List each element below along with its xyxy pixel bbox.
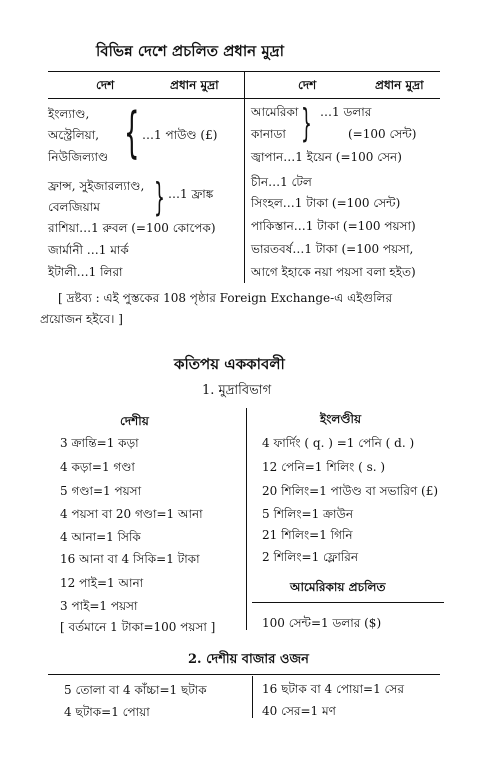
section2-right-row: 16 ছটাক বা 4 পোয়া=1 সের — [262, 682, 404, 696]
brace-group-dollar: } — [301, 101, 312, 145]
value-dollar-note: (=100 সেন্ট) — [348, 127, 417, 141]
value-franc: …1 ফ্রাঙ্ক — [168, 187, 214, 201]
section1-left-header: দেশীয় — [120, 414, 149, 428]
section1-right-row: 21 শিলিং=1 গিনি — [262, 528, 353, 542]
row-india-note: আগে ইহাকে নয়া পয়সা বলা হইত) — [251, 265, 416, 279]
header-country-left: দেশ — [96, 78, 115, 92]
section2-heading: 2. দেশীয় বাজার ওজন — [188, 652, 309, 667]
units-title: কতিপয় এককাবলী — [174, 355, 285, 373]
section1-left-row: 3 ক্রান্তি=1 কড়া — [60, 436, 139, 450]
row-japan: জ্বাপান…1 ইয়েন (=100 সেন) — [251, 150, 402, 164]
header-currency-right: প্রধান মুদ্রা — [375, 78, 424, 92]
row-ceylon: সিংহল…1 টাকা (=100 সেন্ট) — [251, 196, 401, 210]
header-currency-left: প্রধান মুদ্রা — [170, 78, 219, 92]
section2-left-row: 5 তোলা বা 4 কাঁচ্চা=1 ছটাক — [64, 683, 207, 697]
section2-divider — [252, 676, 253, 718]
brace-group-franc: } — [154, 175, 165, 219]
section1-heading: 1. মুদ্রাবিভাগ — [202, 383, 272, 398]
section2-rule — [48, 674, 440, 675]
country-france-switzerland: ফ্রান্স, সুইজারল্যাণ্ড, — [48, 179, 145, 193]
section1-divider — [246, 408, 247, 630]
value-dollar: …1 ডলার — [320, 105, 372, 119]
brace-group-pound: { — [124, 101, 140, 164]
country-england: ইংল্যাণ্ড, — [48, 107, 90, 121]
country-australia: অস্ট্রেলিয়া, — [48, 128, 100, 142]
note-line-2: প্রয়োজন হইবে। ] — [40, 312, 123, 326]
section1-right-row: 20 শিলিং=1 পাউণ্ড বা সভারিণ (£) — [262, 484, 439, 498]
country-belgium: বেলজিয়াম — [48, 200, 100, 214]
row-italy: ইটালী…1 লিরা — [48, 265, 123, 279]
section1-left-row: [ বর্তমানে 1 টাকা=100 পয়সা ] — [60, 620, 216, 634]
american-header-rule — [252, 602, 444, 603]
section2-right-row: 40 সের=1 মণ — [262, 704, 336, 718]
american-header: আমেরিকায় প্রচলিত — [290, 580, 386, 594]
section1-right-row: 4 ফার্দিং ( q. ) =1 পেনি ( d. ) — [262, 436, 415, 450]
section1-left-row: 3 পাই=1 পয়সা — [60, 599, 138, 613]
section2-left-row: 4 ছটাক=1 পোয়া — [64, 705, 150, 719]
section1-left-row: 4 আনা=1 সিকি — [60, 530, 141, 544]
section1-right-row: 12 পেনি=1 শিলিং ( s. ) — [262, 460, 386, 474]
row-china: চীন…1 টেল — [251, 175, 312, 189]
section1-right-row: 5 শিলিং=1 ক্রাউন — [262, 507, 354, 521]
section1-left-row: 4 পয়সা বা 20 গণ্ডা=1 আনা — [60, 507, 203, 521]
american-row: 100 সেন্ট=1 ডলার ($) — [262, 616, 382, 630]
section1-right-row: 2 শিলিং=1 ফ্লোরিন — [262, 550, 359, 564]
section1-left-row: 4 কড়া=1 গণ্ডা — [60, 460, 135, 474]
row-russia: রাশিয়া…1 রুবল (=100 কোপেক) — [48, 221, 216, 235]
row-pakistan: পাকিস্তান…1 টাকা (=100 পয়সা) — [251, 219, 416, 233]
header-country-right: দেশ — [298, 78, 317, 92]
country-newzealand: নিউজিল্যাণ্ড — [48, 150, 109, 164]
row-germany: জার্মানী …1 মার্ক — [48, 243, 129, 257]
section1-left-row: 12 পাই=1 আনা — [60, 576, 144, 590]
section1-left-row: 16 আনা বা 4 সিকি=1 টাকা — [60, 552, 200, 566]
value-pound: …1 পাউণ্ড (£) — [142, 128, 218, 142]
page-title: বিভিন্ন দেশে প্রচলিত প্রধান মুদ্রা — [96, 42, 284, 60]
table-divider — [244, 71, 245, 283]
section1-right-header: ইংলণ্ডীয় — [320, 412, 362, 426]
country-canada: কানাডা — [251, 127, 286, 141]
country-america: আমেরিকা — [251, 105, 299, 119]
section1-left-row: 5 গণ্ডা=1 পয়সা — [60, 484, 142, 498]
note-line-1: [ দ্রষ্টব্য : এই পুস্তকের 108 পৃষ্ঠার Foreign Exchange-এ এইগুলির — [58, 291, 393, 305]
row-india: ভারতবর্ষ…1 টাকা (=100 পয়সা, — [251, 242, 414, 256]
